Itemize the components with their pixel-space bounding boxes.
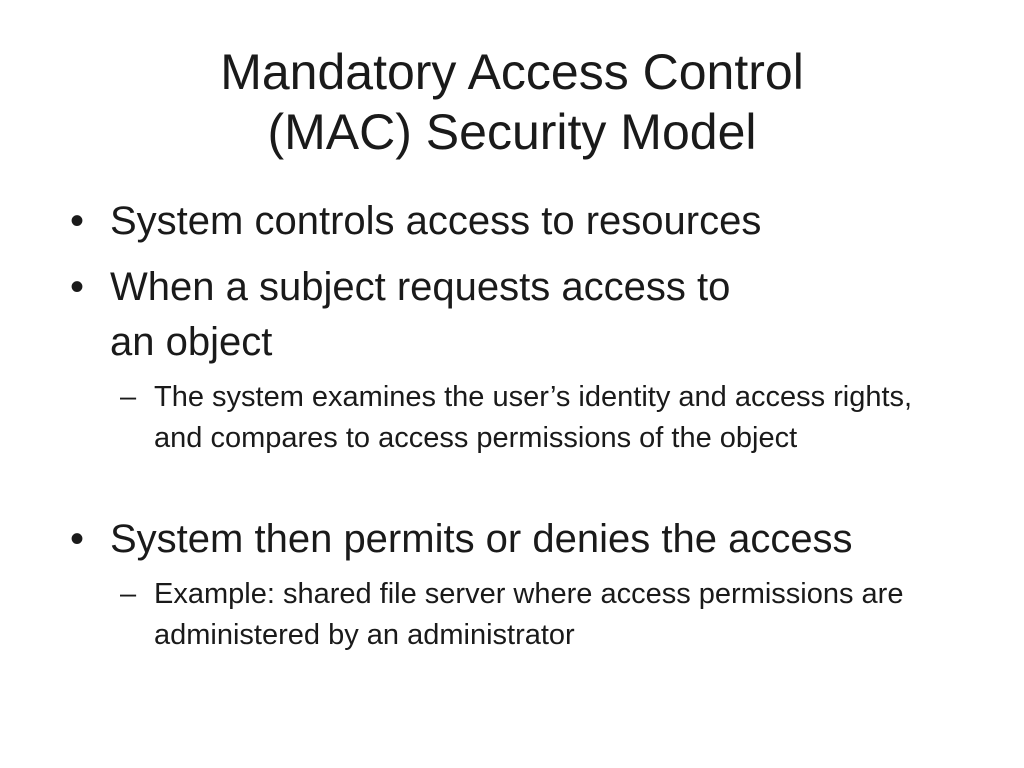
sub-bullet-text: The system examines the user’s identity and access rights, and compares to access permissions of the object bbox=[154, 381, 913, 454]
bullet-text: System then permits or denies the access bbox=[110, 517, 853, 561]
bullet-item-1 bbox=[70, 194, 970, 249]
sub-bullet-text: Example: shared file server where access permissions are administered by an administrator bbox=[154, 578, 904, 651]
slide-title-line-2: (MAC) Security Model bbox=[267, 104, 757, 160]
sub-bullet-item-2 bbox=[120, 574, 960, 656]
sub-bullet-marker: – bbox=[120, 381, 137, 413]
bullet-marker: • bbox=[70, 265, 85, 309]
sub-bullet-item-1 bbox=[120, 377, 960, 459]
bullet-text-line-2: an object bbox=[110, 320, 273, 364]
bullet-text: System controls access to resources bbox=[110, 199, 762, 243]
bullet-item-2 bbox=[70, 260, 850, 370]
sub-bullet-marker: – bbox=[120, 578, 137, 610]
slide-title-line-1: Mandatory Access Control bbox=[220, 44, 804, 100]
bullet-item-3 bbox=[70, 512, 970, 567]
bullet-marker: • bbox=[70, 199, 85, 243]
slide-title bbox=[0, 42, 1024, 162]
bullet-marker: • bbox=[70, 517, 85, 561]
bullet-text-line-1: When a subject requests access to bbox=[110, 265, 731, 309]
